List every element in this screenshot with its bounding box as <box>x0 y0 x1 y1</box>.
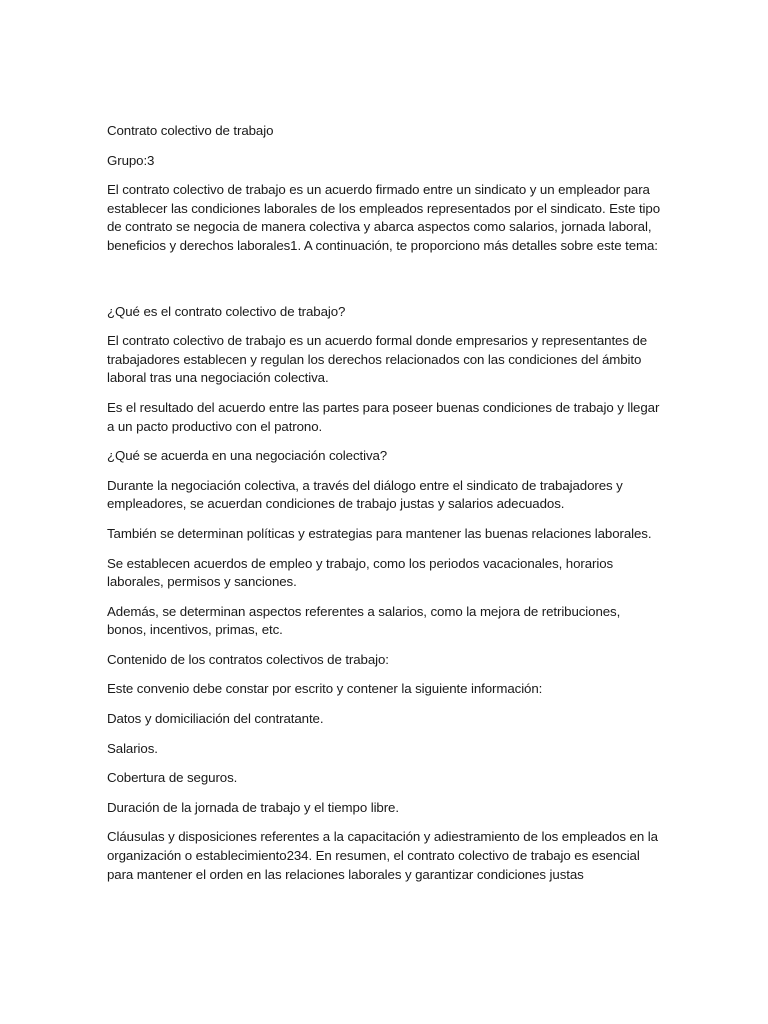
paragraph-acuerdos: Se establecen acuerdos de empleo y trabajo, como los periodos vacacionales, horarios laborales, permisos y sanciones. <box>107 555 614 590</box>
section-heading-contenido: Contenido de los contratos colectivos de trabajo: <box>107 651 389 667</box>
paragraph-salarios: Además, se determinan aspectos referentes a salarios, como la mejora de retribuciones, bonos, incentivos, primas, etc. <box>107 603 621 638</box>
paragraph-negociacion: Durante la negociación colectiva, a través del diálogo entre el sindicato de trabajadores y empleadores, se acuerdan condiciones de trabajo justas y salarios adecuados. <box>107 477 623 512</box>
list-item-jornada: Duración de la jornada de trabajo y el tiempo libre. <box>107 799 399 815</box>
intro-paragraph: El contrato colectivo de trabajo es un acuerdo firmado entre un sindicato y un empleador para establecer las condiciones laborales de los empleados representados por el sindicato. Este tipo de contrato se negocia de manera colectiva y abarca aspectos como salarios, jornada laboral, beneficios y derechos laborales1. A continuación, te proporciono más detalles sobre este tema: <box>107 182 660 253</box>
list-item-seguros: Cobertura de seguros. <box>107 770 238 786</box>
paragraph-result: Es el resultado del acuerdo entre las partes para poseer buenas condiciones de trabajo y llegar a un pacto productivo con el patrono. <box>107 399 660 434</box>
paragraph-clausulas: Cláusulas y disposiciones referentes a la capacitación y adiestramiento de los empleados en la organización o establecimiento234. En resumen, el contrato colectivo de trabajo es esencial para mantener el orden en las relaciones laborales y garantizar condiciones justas <box>107 829 658 882</box>
list-item-salarios: Salarios. <box>107 740 158 756</box>
section-heading-negociacion: ¿Qué se acuerda en una negociación colectiva? <box>107 448 388 464</box>
paragraph-definition: El contrato colectivo de trabajo es un acuerdo formal donde empresarios y representantes de trabajadores establecen y regulan los derechos relacionados con las condiciones del ámbito laboral tras una negociación colectiva. <box>107 333 648 386</box>
document-title: Contrato colectivo de trabajo <box>107 123 274 138</box>
list-item-datos: Datos y domiciliación del contratante. <box>107 711 324 727</box>
paragraph-politicas: También se determinan políticas y estrategias para mantener las buenas relaciones laborales. <box>107 525 652 541</box>
section-heading-que-es: ¿Qué es el contrato colectivo de trabajo? <box>107 303 346 319</box>
document-page <box>107 122 663 884</box>
paragraph-convenio: Este convenio debe constar por escrito y contener la siguiente información: <box>107 681 543 697</box>
group-label: Grupo:3 <box>107 152 155 168</box>
